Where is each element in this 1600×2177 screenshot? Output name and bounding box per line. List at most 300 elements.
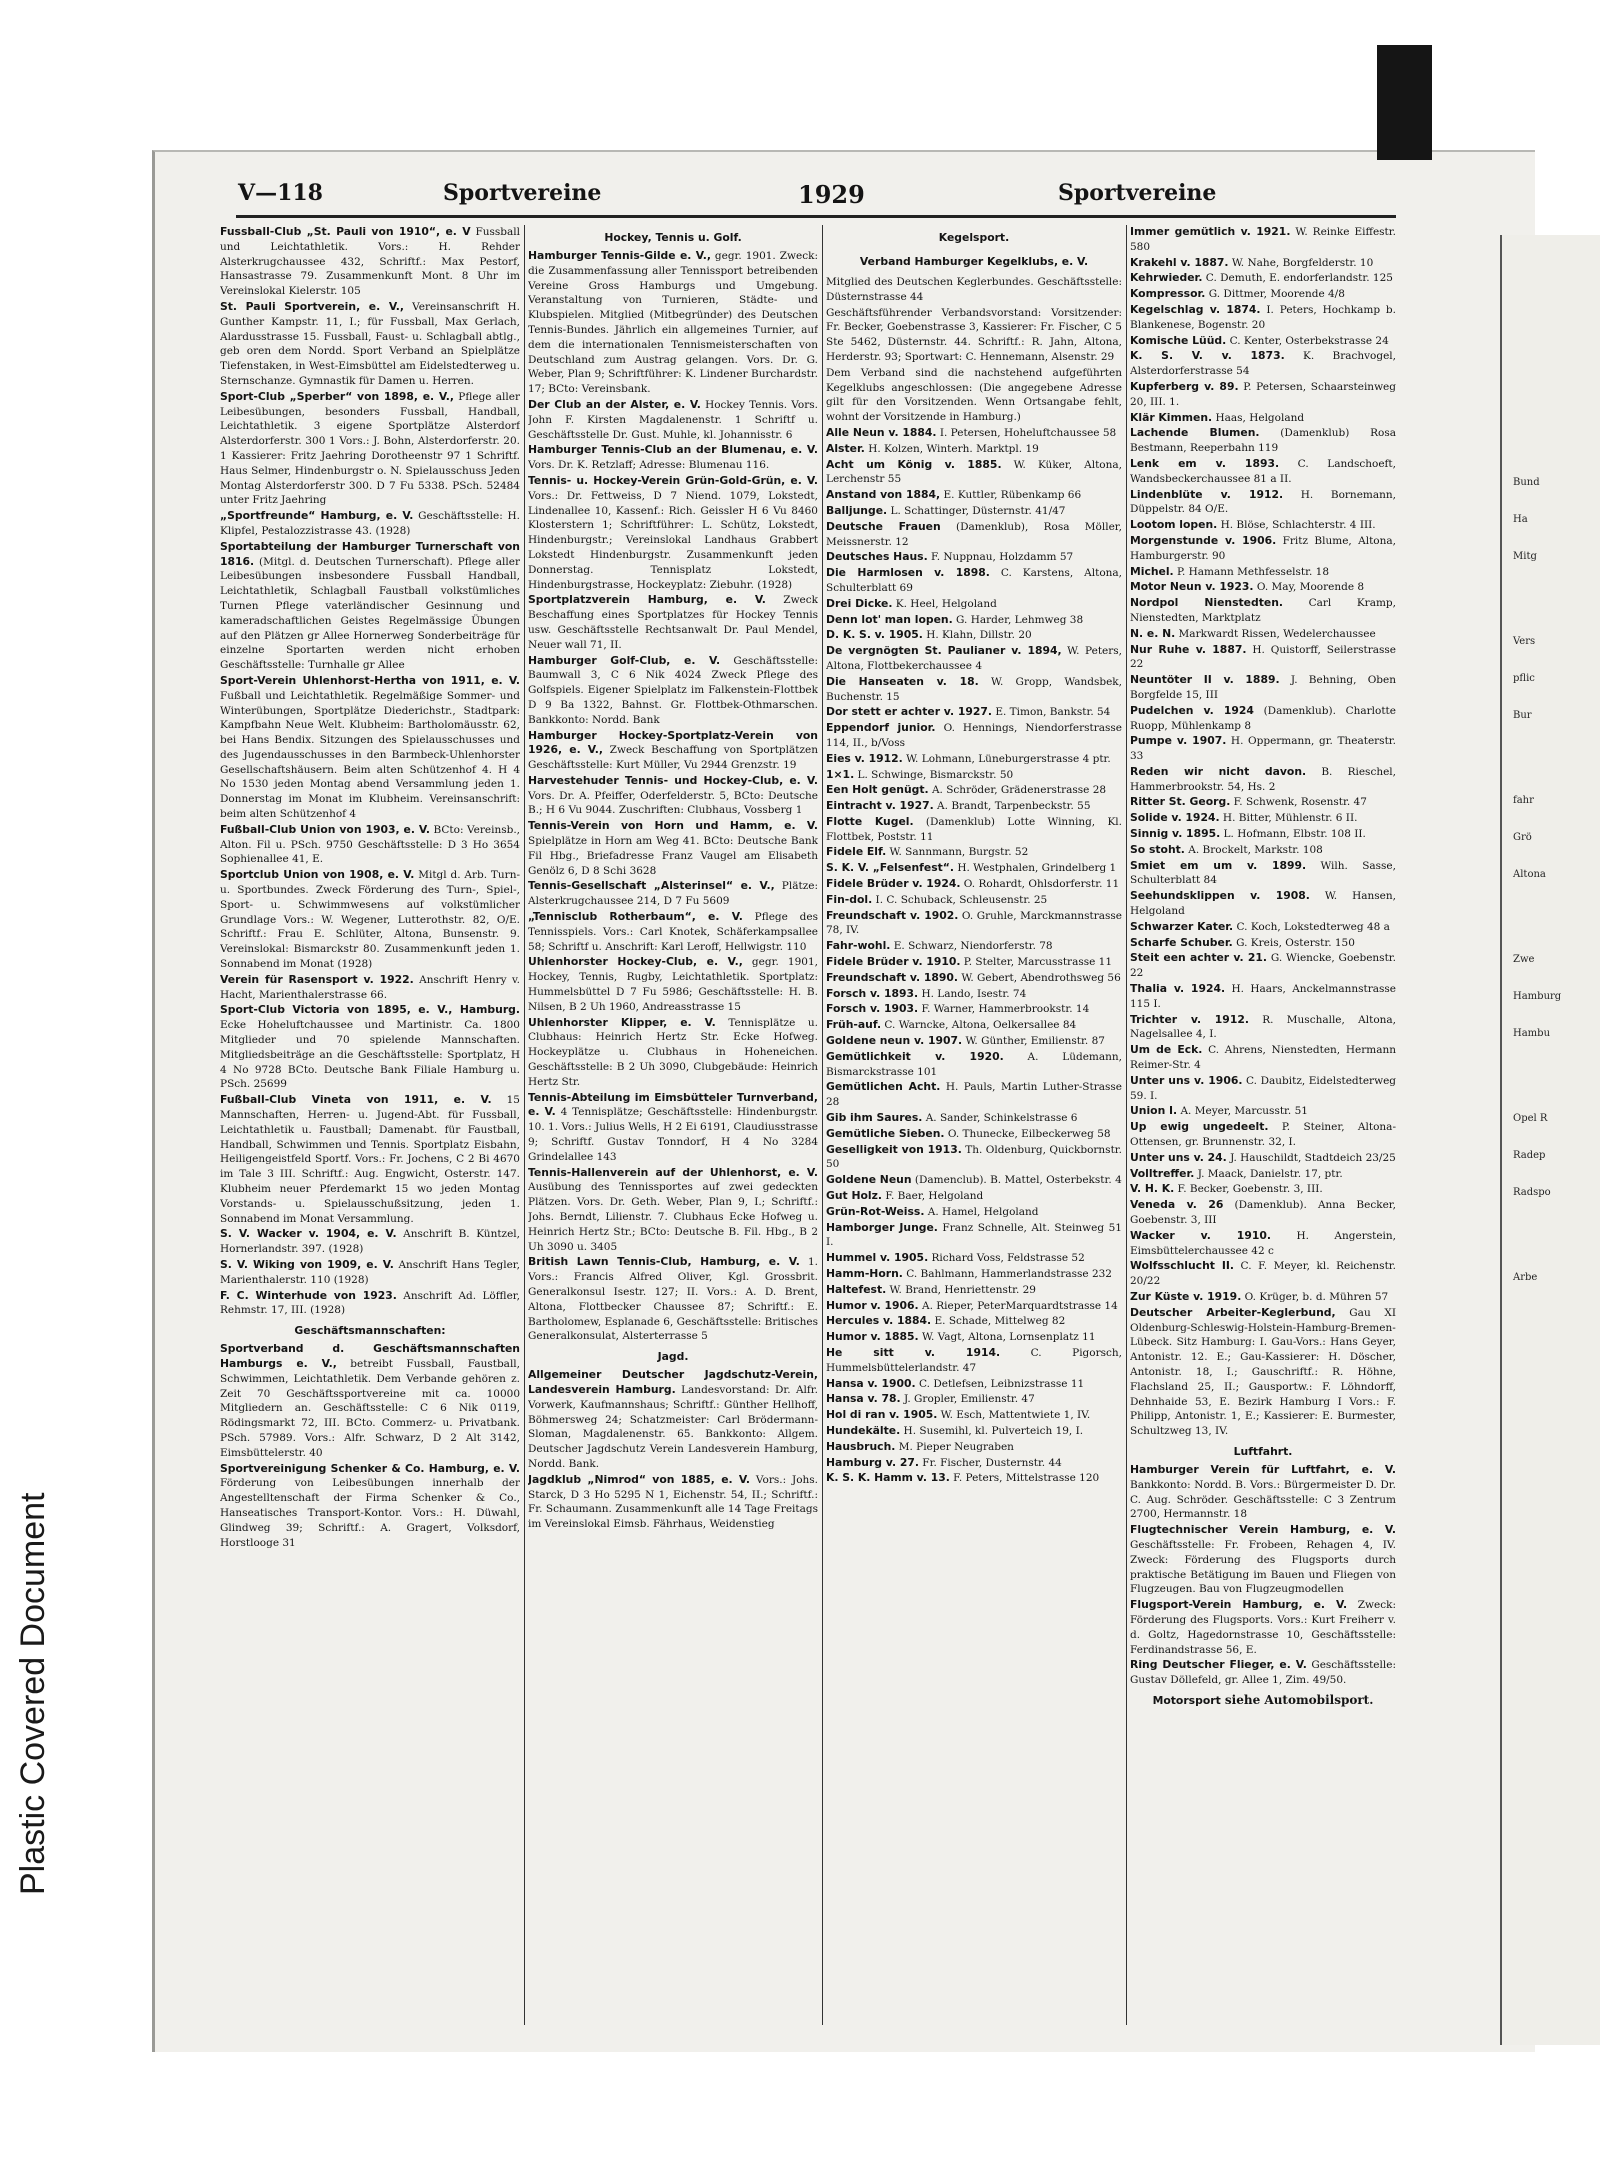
directory-entry [826, 550, 1122, 565]
directory-entry [1130, 1306, 1396, 1439]
entry-name: Die Harmlosen v. 1898. [826, 566, 990, 580]
directory-entry [1130, 889, 1396, 919]
entry-name: Hamburger Hockey-Sportplatz-Verein von 1926, e. V., [528, 728, 818, 757]
directory-entry [1130, 488, 1396, 518]
entry-text: H. Lando, Isestr. 74 [918, 987, 1027, 1000]
directory-entry [826, 799, 1122, 814]
entry-text: W. Küker, Altona, Lerchenstr 55 [826, 458, 1122, 486]
directory-entry [826, 877, 1122, 892]
directory-entry [826, 705, 1122, 720]
entry-name: Kehrwieder. [1130, 271, 1203, 285]
entry-name: Tennis-Verein von Horn und Hamm, e. V. [528, 819, 818, 833]
directory-entry [826, 1456, 1122, 1471]
directory-entry [826, 442, 1122, 457]
entry-text: C. Detlefsen, Leibnizstrasse 11 [915, 1377, 1085, 1390]
directory-entry [1130, 920, 1396, 935]
entry-name: K. S. K. Hamm v. 13. [826, 1471, 950, 1485]
entry-name: Fahr-wohl. [826, 939, 891, 953]
entry-name: Smiet em um v. 1899. [1130, 858, 1307, 872]
entry-name: Gut Holz. [826, 1189, 883, 1203]
entry-name: Fidele Brüder v. 1924. [826, 877, 961, 891]
entry-name: Um de Eck. [1130, 1043, 1203, 1057]
entry-name: Freundschaft v. 1890. [826, 970, 959, 984]
directory-entry [826, 752, 1122, 767]
entry-text: Dem Verband sind die nachstehend aufgeführten Kegelklubs angeschlossen: (Die angegebene Adresse gilt für den Vorsitzenden. Wenn Ortsangabe fehlt, wohnt der Vorsitzende in Hamburg.) [826, 366, 1122, 424]
entry-text: Fritz Blume, Altona, Hamburgerstr. 90 [1130, 534, 1396, 562]
directory-entry [1130, 1151, 1396, 1166]
directory-entry [826, 426, 1122, 441]
entry-name: Reden wir nicht davon. [1130, 764, 1307, 778]
entry-text: O. Thunecke, Eilbeckerweg 58 [944, 1127, 1111, 1140]
entry-name: Hansa v. 1900. [826, 1376, 916, 1390]
entry-name: Goldene neun v. 1907. [826, 1034, 963, 1048]
entry-name: Acht um König v. 1885. [826, 457, 1002, 471]
entry-text: C. Kenter, Osterbekstrasse 24 [1226, 334, 1389, 347]
entry-text: G. Wiencke, Goebenstr. 22 [1130, 952, 1396, 980]
directory-entry [826, 1251, 1122, 1266]
entry-text: I. Peters, Hochkamp b. Blankenese, Bogenstr. 20 [1130, 303, 1396, 331]
entry-text: H. Bitter, Mühlenstr. 6 II. [1219, 812, 1358, 825]
entry-name: Sinnig v. 1895. [1130, 827, 1221, 841]
entry-text: (Damenklub). Anna Becker, Goebenstr. 3, III [1130, 1199, 1396, 1226]
strip-fragment: Mitg [1513, 551, 1537, 562]
directory-entry [1130, 1463, 1396, 1522]
entry-text: W. Peters, Altona, Flottbekerchaussee 4 [826, 645, 1122, 672]
directory-entry [528, 1016, 818, 1090]
entry-name: F. C. Winterhude von 1923. [220, 1288, 397, 1302]
entry-name: Geselligkeit von 1913. [826, 1142, 962, 1156]
entry-text: J. Maack, Danielstr. 17, ptr. [1194, 1167, 1343, 1180]
directory-entry [826, 845, 1122, 860]
directory-entry [1130, 982, 1396, 1012]
entry-text: Hockey Tennis. Vors. John F. Kirsten Magdalenenstr. 1 Schriftf u. Geschäftsstelle Dr. Gust. Muhle, kl. Johannisstr. 6 [528, 398, 818, 441]
entry-name: Ring Deutscher Flieger, e. V. [1130, 1658, 1307, 1672]
column-2 [528, 225, 818, 2025]
directory-entry [1130, 1120, 1396, 1150]
directory-entry [1130, 457, 1396, 487]
entry-text: J. Hauschildt, Stadtdeich 23/25 [1226, 1151, 1396, 1164]
entry-text: Fußball und Leichtathletik. Regelmäßige Sommer- und Winterübungen, Sportplätze Diederichstr., Stadtpark: Kampfbahn Neue Welt. Klubheim: Bartholomäusstr. 62, bei Hans Bendix. Sitzungen des Spielausschusses und des Jugendausschusses in den Barmbeck-Uhlenhorster Gesellschaftshäusern. Beim alten Schützenhof 4. H 4 No 1530 jeden Montag abend Versammlung jeden 1. Donnerstag im Monat im Klubheim. Vereinsanschrift: beim alten Schützenhof 4 [220, 689, 520, 821]
entry-name: Jagd. [657, 1350, 689, 1364]
entry-name: Trichter v. 1912. [1130, 1012, 1249, 1026]
entry-name: Anstand von 1884, [826, 488, 941, 502]
entry-name: Fußball-Club Vineta von 1911, e. V. [220, 1093, 492, 1107]
entry-name: Hamburg v. 27. [826, 1455, 919, 1469]
entry-name: Drei Dicke. [826, 596, 893, 610]
entry-text: G. Dittmer, Moorende 4/8 [1205, 288, 1345, 301]
entry-name: De vergnögten St. Paulianer v. 1894, [826, 644, 1062, 658]
strip-fragment: Arbe [1513, 1272, 1538, 1283]
directory-entry [1130, 1658, 1396, 1688]
entry-text: C. Landschoeft, Wandsbeckerchaussee 81 a II. [1130, 457, 1396, 485]
entry-name: Krakehl v. 1887. [1130, 255, 1229, 269]
entry-name: Flugtechnischer Verein Hamburg, e. V. [1130, 1523, 1396, 1537]
entry-name: S. V. Wacker v. 1904, e. V. [220, 1227, 397, 1241]
directory-entry [1130, 843, 1396, 858]
directory-entry [528, 774, 818, 818]
entry-text: L. Schattinger, Düsternstr. 41/47 [887, 504, 1066, 517]
entry-text: Förderung von Leibesübungen innerhalb der Angestelltenschaft der Firma Schenker & Co., Hanseatisches Transport-Kontor. Vors.: H. Düwahl, Glindweg 39; Schriftf.: A. Gragert, Volksdorf, Horstlooge 31 [220, 1477, 520, 1549]
directory-entry [220, 1462, 520, 1551]
entry-text: Mitglied des Deutschen Keglerbundes. Geschäftsstelle: Düsternstrasse 44 [826, 276, 1122, 303]
entry-text: W. Gropp, Wandsbek, Buchenstr. 15 [826, 675, 1122, 703]
directory-entry [826, 1080, 1122, 1110]
entry-text: Landesvorstand: Dr. Alfr. Vorwerk, Kaufmannshaus; Schriftf.: Günther Hellhoff, Böhmersweg 24; Schatzmeister: Carl Brödermann-Sloman, Magdalenenstr. 65. Bankkonto: Allgem. Deutscher Jagdschutz Verein Landesverein Hamburg, Nordd. Bank. [528, 1383, 818, 1470]
entry-text: H. Pauls, Martin Luther-Strasse 28 [826, 1081, 1122, 1109]
directory-entry [1130, 827, 1396, 842]
directory-entry [1130, 1523, 1396, 1597]
entry-name: Fußball-Club Union von 1903, e. V. [220, 822, 430, 836]
directory-entry [1130, 349, 1396, 379]
directory-entry [528, 1473, 818, 1532]
entry-text: E. Timon, Bankstr. 54 [991, 706, 1111, 719]
entry-name: Sport-Club Victoria von 1895, e. V., Hamburg. [220, 1003, 520, 1017]
next-page-fragments [1513, 475, 1600, 1307]
entry-name: Immer gemütlich v. 1921. [1130, 225, 1291, 238]
strip-fragment: Zwe [1513, 954, 1535, 965]
entry-text: Geschäftsstelle: Gustav Döllefeld, gr. Allee 1, Zim. 49/50. [1130, 1659, 1396, 1687]
directory-entry [220, 674, 520, 822]
entry-text: Anschrift Henry v. Hacht, Marienthalerstrasse 66. [220, 973, 520, 1001]
strip-fragment: Hambu [1513, 1028, 1551, 1039]
entry-text: siehe Automobilsport. [1220, 1692, 1374, 1707]
entry-text: M. Pieper Neugraben [895, 1440, 1014, 1453]
entry-text: Haas, Helgoland [1212, 411, 1305, 424]
directory-entry [826, 861, 1122, 876]
entry-text: C. Bahlmann, Hammerlandstrasse 232 [902, 1268, 1112, 1280]
entry-text: Zweck Beschaffung von Sportplätzen Geschäftsstelle: Kurt Müller, Vu 2944 Grenzstr. 19 [528, 744, 818, 772]
directory-entry [1130, 256, 1396, 271]
entry-name: Sportclub Union von 1908, e. V. [220, 868, 415, 882]
entry-name: Hummel v. 1905. [826, 1251, 929, 1265]
entry-text: C. Demuth, E. endorferlandstr. 125 [1202, 272, 1393, 285]
directory-entry [220, 225, 520, 299]
directory-entry [1130, 936, 1396, 951]
directory-entry [826, 1173, 1122, 1188]
entry-name: Kupferberg v. 89. [1130, 379, 1239, 393]
entry-text: P. Hamann Methfesselstr. 18 [1173, 565, 1330, 578]
entry-text: Vors. Dr. K. Retzlaff; Adresse: Blumenau 116. [528, 459, 770, 472]
directory-entry [1130, 1290, 1396, 1305]
entry-name: S. K. V. „Felsenfest“. [826, 861, 954, 875]
entry-name: Unter uns v. 1906. [1130, 1073, 1243, 1087]
entry-name: British Lawn Tennis-Club, Hamburg, e. V. [528, 1255, 800, 1269]
entry-text: Vors. Dr. A. Pfeiffer, Oderfelderstr. 5, BCto: Deutsche B.; H 6 Vu 9044. Zuschriften: Clubhaus, Vossberg 1 [528, 789, 818, 817]
entry-text: Geschäftsführender Verbandsvorstand: Vorsitzender: Fr. Becker, Goebenstrasse 3, Kassierer: Fr. Fischer, C 5 Ste 5462, Düsternstr. 44. Schriftf.: R. Jahn, Altona, Herderstr. 93; Sportwart: C. Hennemann, Alsenstr. 29 [826, 306, 1122, 363]
entry-name: Alster. [826, 441, 865, 455]
directory-entry [220, 1258, 520, 1288]
entry-name: Geschäftsmannschaften: [294, 1324, 446, 1338]
entry-text: H. Klahn, Dillstr. 20 [922, 629, 1032, 642]
entry-text: F. Schwenk, Rosenstr. 47 [1230, 796, 1367, 809]
entry-name: Pudelchen v. 1924 [1130, 703, 1254, 717]
entry-text: Vors.: Dr. Fettweiss, D 7 Niend. 1079, Lokstedt, Lindenallee 10, Kassenf.: Rich. Geissler H 6 Vu 8460 Klosterstern 1; Schriftführer: L. Schütz, Lokstedt, Hindenburgstr.; Vereinslokal Landhaus Grabbert Lokstedt Hindenburgstr. Zusammenkunft jeden Donnerstag. Tennisplatz Lokstedt, Hindenburgstrasse, Hockeyplatz: Ziebuhr. (1928) [528, 489, 818, 591]
directory-entry [220, 868, 520, 972]
directory-entry [826, 488, 1122, 503]
entry-name: Hol di ran v. 1905. [826, 1408, 938, 1422]
entry-text: H. Haars, Anckelmannstrasse 115 I. [1130, 983, 1396, 1010]
entry-name: Grün-Rot-Weiss. [826, 1204, 925, 1218]
entry-name: Luftfahrt. [1233, 1444, 1293, 1458]
entry-name: Zur Küste v. 1919. [1130, 1289, 1242, 1303]
directory-entry [826, 1346, 1122, 1376]
directory-entry [826, 1127, 1122, 1142]
directory-entry [826, 955, 1122, 970]
entry-name: Nordpol Nienstedten. [1130, 596, 1284, 610]
strip-fragment: Radspo [1513, 1187, 1551, 1198]
entry-text: K. Brachvogel, Alsterdorferstrasse 54 [1130, 350, 1396, 378]
entry-name: Lenk em v. 1893. [1130, 456, 1280, 470]
entry-name: Humor v. 1885. [826, 1330, 919, 1344]
entry-name: Sportplatzverein Hamburg, e. V. [528, 593, 766, 607]
entry-name: Kegelschlag v. 1874. [1130, 302, 1261, 316]
entry-name: Steit een achter v. 21. [1130, 951, 1267, 965]
entry-text: Franz Schnelle, Alt. Steinweg 51 I. [826, 1221, 1122, 1249]
entry-name: Hamm-Horn. [826, 1267, 903, 1280]
entry-name: St. Pauli Sportverein, e. V., [220, 299, 404, 313]
entry-text: Pflege aller Leibesübungen, besonders Fussball, Handball, Leichtathletik. 3 eigene Sportplätze Alsterdorf Alsterdorferstr. 300 1 Vors.: J. Bohn, Alsterdorferstr. 20. 1 Kassierer: Fritz Jaehring Dorotheenstr 97 1 Schriftf. Haus Selmer, Hindenburgstr o. N. Spielausschuss Jeden Montag Alsterdorferstr 300. D 7 Fu 5338. PSch. 52484 unter Fritz Jaehring [220, 390, 520, 507]
page-header [238, 180, 1388, 220]
entry-text: J. Behning, Oben Borgfelde 15, III [1130, 674, 1396, 701]
entry-name: Unter uns v. 24. [1130, 1150, 1227, 1164]
entry-text: H. Kolzen, Winterh. Marktpl. 19 [864, 442, 1039, 455]
entry-name: Sportabteilung der Hamburger Turnerschaft von 1816. [220, 539, 520, 568]
entry-name: Een Holt genügt. [826, 783, 929, 797]
entry-name: Union I. [1130, 1104, 1178, 1118]
directory-entry [1130, 1443, 1396, 1460]
entry-text: W. Hansen, Helgoland [1130, 890, 1396, 918]
directory-entry [1130, 1182, 1396, 1197]
entry-name: Kompressor. [1130, 287, 1206, 301]
entry-text: Tennisplätze u. Clubhaus: Heinrich Hertz Str. Ecke Hofweg. Hockeyplätze u. Clubhaus in Hoheneichen. Geschäftsstelle: B 2 Uh 3090, Clubgebäude: Heinrich Hertz Str. [528, 1016, 818, 1088]
entry-name: Haltefest. [826, 1282, 887, 1296]
entry-name: Gemütlichen Acht. [826, 1080, 941, 1094]
entry-name: Volltreffer. [1130, 1166, 1195, 1180]
entry-name: Uhlenhorster Hockey-Club, e. V., [528, 955, 743, 969]
entry-name: Komische Lüüd. [1130, 333, 1227, 347]
entry-name: Eies v. 1912. [826, 751, 903, 765]
directory-entry [826, 1330, 1122, 1345]
directory-entry [1130, 518, 1396, 533]
entry-name: Hamburger Verein für Luftfahrt, e. V. [1130, 1462, 1396, 1476]
entry-text: Mitgl d. Arb. Turn- u. Sportbundes. Zweck Förderung des Turn-, Spiel-, Sport- u. Schwimmwesens auf volkstümlicher Grundlage Vors.: W. Wegener, Lutterothstr. 82, O/E. Schriftf.: Frau E. Schlüter, Altona, Bunsenstr. 9. Vereinslokal: Bismarckstr 80. Zusammenkunft jeden 1. Sonnabend im Monat (1928) [220, 869, 520, 971]
directory-entry [1130, 795, 1396, 810]
directory-entry [1130, 1167, 1396, 1182]
entry-text: Ausübung des Tennissportes auf zwei gedeckten Plätzen. Vors. Dr. Geth. Weber, Plan 9, I.; Schriftf.: Johs. Berndt, Lilienstr. 7. Clubhaus Ecke Hofweg u. Heinrich Hertz Str.; BCto: Deutsche B. Fil. Hbg., B 2 Uh 3090 u. 3405 [528, 1181, 818, 1253]
entry-text: C. Pigorsch, Hummelsbüttelerlandstr. 47 [826, 1346, 1122, 1374]
entry-name: Harvestehuder Tennis- und Hockey-Club, e. V. [528, 773, 818, 787]
entry-name: Freundschaft v. 1902. [826, 908, 959, 922]
entry-text: Zweck Beschaffung eines Sportplatzes für Hockey Tennis usw. Geschäftsstelle Rechtsanwalt Dr. Paul Mendel, Neuer wall 71, II. [528, 594, 818, 651]
directory-entry [528, 819, 818, 878]
directory-entry [826, 1267, 1122, 1282]
entry-name: Eppendorf junior. [826, 721, 936, 735]
directory-entry [1130, 1692, 1396, 1709]
entry-text: Vereinsanschrift H. Gunther Kampstr. 11, I.; für Fussball, Max Gerlach, Alardusstrasse 15. Fussball, Faust- u. Schlagball abtlg., geb oren dem Nordd. Sport Verband an Spielplätze Tiefenstaken, in West-Eimsbüttel am Eidelstedterweg u. Sternschanze. Gymnastik für Damen u. Herren. [220, 300, 520, 387]
entry-text: F. Warner, Hammerbrookstr. 14 [918, 1003, 1090, 1016]
entry-name: Michel. [1130, 564, 1174, 578]
entry-text: (Damenklub). Charlotte Ruopp, Mühlenkamp 8 [1130, 704, 1396, 732]
strip-fragment: Bund [1513, 477, 1540, 488]
directory-entry [826, 366, 1122, 425]
entry-name: Veneda v. 26 [1130, 1198, 1224, 1212]
entry-name: Hercules v. 1884. [826, 1314, 932, 1328]
entry-text: O. Hennings, Niendorferstrasse 114, II., b/Voss [826, 722, 1122, 749]
directory-entry [1130, 704, 1396, 734]
directory-entry [1130, 1104, 1396, 1119]
directory-entry [528, 1368, 818, 1472]
directory-entry [1130, 287, 1396, 302]
directory-entry [528, 474, 818, 592]
entry-name: Nur Ruhe v. 1887. [1130, 642, 1247, 656]
entry-name: Eintracht v. 1927. [826, 799, 934, 813]
scan-marker-block [1377, 45, 1432, 160]
directory-entry [826, 1424, 1122, 1439]
entry-name: Deutscher Arbeiter-Keglerbund, [1130, 1305, 1336, 1319]
directory-entry [826, 1111, 1122, 1126]
entry-text: Vors.: Johs. Starck, D 3 Ho 5295 N 1, Eichenstr. 54, II.; Schriftf.: Fr. Schaumann. Zusammenkunft alle 14 Tage Freitags im Vereinslokal Eimsb. Fährhaus, Weidenstieg [528, 1473, 818, 1531]
entry-text: gegr. 1901. Zweck: die Zusammenfassung aller Tennissport betreibenden Vereine Gross Hamburgs und Umgebung. Veranstaltung von Turnieren, Städte- und Klubspielen. Mitglied (Mitbegründer) des Deutschen Tennis-Bundes. Jährlich ein allgemeines Turnier, auf dem die internationalen Tennismeisterschaften von Deutschland zum Austrag gelangen. Vors. Dr. G. Weber, Plan 9; Schriftführer: K. Lindener Burchardstr. 17; BCto: Vereinsbank. [528, 250, 818, 396]
entry-text: (Mitgl. d. Deutschen Turnerschaft). Pflege aller Leibesübungen insbesondere Fussball Handball, Leichtathletik, Schlagball Faustball volkstümliches Turnen Pflege vaterländischer Gesinnung und kameradschaftlichen Geistes Regelmässige Übungen auf den Plätzen gr Allee Hornerweg Sonderbeiträge für einzelne Sportarten werden nicht erhoben Geschäftsstelle: Turnhalle gr Allee [220, 555, 520, 672]
entry-name: Fussball-Club „St. Pauli von 1910“, e. V [220, 225, 471, 238]
entry-name: Humor v. 1906. [826, 1298, 919, 1312]
directory-entry [1130, 627, 1396, 642]
directory-entry [1130, 1598, 1396, 1657]
entry-text: 4 Tennisplätze; Geschäftsstelle: Hindenburgstr. 10. 1. Vors.: Julius Wells, H 2 Ei 6191, Claudiusstrasse 9; Schriftf. Gustav Tonndorf, H 4 No 3284 Grindelallee 143 [528, 1106, 818, 1163]
directory-entry [1130, 643, 1396, 673]
directory-entry [826, 768, 1122, 783]
entry-text: I. Petersen, Hoheluftchaussee 58 [936, 426, 1117, 439]
entry-name: Hamborger Junge. [826, 1220, 938, 1234]
entry-text: 1. Vors.: Francis Alfred Oliver, Kgl. Grossbrit. Generalkonsul Isestr. 127; II. Vors.: A. D. Brent, Altona, Flottbecker Chaussee 87; Schriftf.: E. Bartholomew, Esplanade 6, Geschäftsstelle: Britisches Generalkonsulat, Alsterterrasse 5 [528, 1256, 818, 1343]
entry-text: (Damenklub) Lotte Winning, Kl. Flottbek, Poststr. 11 [826, 815, 1122, 843]
directory-entry [826, 628, 1122, 643]
directory-entry [220, 300, 520, 389]
directory-entry [826, 306, 1122, 365]
directory-entry [826, 1034, 1122, 1049]
entry-name: So stoht. [1130, 842, 1185, 856]
entry-text: G. Kreis, Osterstr. 150 [1232, 936, 1355, 949]
entry-text: O. Gruhle, Marckmannstrasse 78, IV. [826, 909, 1122, 937]
directory-entry [528, 654, 818, 728]
entry-text: Pflege des Tennisspiels. Vors.: Carl Knotek, Schäferkampsallee 58; Schriftf u. Anschrift: Karl Leroff, Hellwigstr. 110 [528, 911, 818, 953]
entry-name: Die Hanseaten v. 18. [826, 674, 979, 688]
directory-entry [826, 1002, 1122, 1017]
entry-text: Fr. Fischer, Dusternstr. 44 [918, 1456, 1062, 1469]
entry-text: A. Meyer, Marcusstr. 51 [1177, 1105, 1308, 1118]
directory-entry [826, 229, 1122, 246]
entry-name: Hansa v. 78. [826, 1392, 901, 1406]
entry-text: H. Bornemann, Düppelstr. 84 O/E. [1130, 488, 1396, 516]
entry-text: O. Rohardt, Ohlsdorferstr. 11 [960, 878, 1120, 891]
entry-text: R. Muschalle, Altona, Nagelsallee 4, I. [1130, 1013, 1396, 1041]
directory-entry [528, 249, 818, 397]
directory-entry [1130, 271, 1396, 286]
directory-entry [220, 509, 520, 539]
directory-entry [826, 971, 1122, 986]
entry-name: Hundekälte. [826, 1423, 901, 1437]
entry-name: Lootom lopen. [1130, 518, 1218, 532]
entry-text: A. Lüdemann, Bismarckstrasse 101 [826, 1050, 1122, 1078]
directory-entry [528, 1348, 818, 1365]
entry-text: H. Westphalen, Grindelberg 1 [954, 862, 1117, 875]
entry-text: A. Schröder, Grädenerstrasse 28 [928, 784, 1107, 797]
entry-name: Ritter St. Georg. [1130, 795, 1231, 809]
entry-name: K. S. V. v. 1873. [1130, 349, 1285, 363]
entry-text: A. Brandt, Tarpenbeckstr. 55 [933, 800, 1091, 813]
entry-text: 15 Mannschaften, Herren- u. Jugend-Abt. für Fussball, Leichtathletik u. Faustball; Damenabt. für Faustball, Handball, Schwimmen und Tennis. Sportplatz Eisbahn, Heiligengeistfeld Sportf. Vors.: Fr. Jochens, C 2 Bi 4670 im Tale 3 III. Schriftf.: Aug. Engwicht, Osterstr. 147. Klubheim neuer Pferdemarkt 15 wo jeden Montag Vorstands- u. Spielausschußsitzung, jeden 1. Sonnabend im Monat Versammlung. [220, 1094, 520, 1225]
entry-name: Allgemeiner Deutscher Jagdschutz-Verein, Landesverein Hamburg. [528, 1368, 818, 1396]
column-divider [524, 225, 525, 2025]
entry-name: Balljunge. [826, 503, 888, 517]
strip-fragment: Radep [1513, 1150, 1546, 1161]
directory-entry [528, 593, 818, 652]
entry-text: B. Rieschel, Hammerbrookstr. 54, Hs. 2 [1130, 765, 1396, 793]
directory-entry [826, 1189, 1122, 1204]
strip-fragment: Altona [1513, 869, 1546, 880]
directory-entry [1130, 411, 1396, 426]
entry-text: F. Nuppnau, Holzdamm 57 [927, 551, 1074, 564]
directory-entry [826, 1283, 1122, 1298]
directory-entry [528, 910, 818, 954]
entry-text: (Damenklub) Rosa Bestmann, Reeperbahn 119 [1130, 427, 1396, 455]
entry-text: J. Gropler, Emilienstr. 47 [900, 1393, 1035, 1406]
entry-text: A. Rieper, PeterMarquardtstrasse 14 [918, 1299, 1118, 1312]
entry-name: N. e. N. [1130, 626, 1176, 640]
entry-name: Forsch v. 1893. [826, 986, 919, 1000]
directory-entry [826, 675, 1122, 705]
directory-entry [1130, 534, 1396, 564]
directory-entry [826, 597, 1122, 612]
entry-text: O. Krüger, b. d. Mühren 57 [1241, 1290, 1389, 1303]
entry-name: Gemütlichkeit v. 1920. [826, 1049, 1004, 1063]
directory-entry [528, 398, 818, 442]
entry-name: Solide v. 1924. [1130, 811, 1220, 825]
entry-text: H. Oppermann, gr. Theaterstr. 33 [1130, 735, 1396, 763]
column-1 [220, 225, 520, 2025]
directory-entry [1130, 673, 1396, 703]
entry-name: Hausbruch. [826, 1439, 896, 1453]
entry-text: C. Ahrens, Nienstedten, Hermann Reimer-Str. 4 [1130, 1044, 1396, 1072]
directory-entry [826, 1314, 1122, 1329]
directory-entry [528, 729, 818, 773]
entry-text: L. Schwinge, Bismarckstr. 50 [854, 768, 1014, 781]
entry-text: C. Karstens, Altona, Schulterblatt 69 [826, 567, 1122, 594]
entry-name: Flugsport-Verein Hamburg, e. V. [1130, 1598, 1348, 1612]
entry-text: H. Blöse, Schlachterstr. 4 III. [1217, 519, 1376, 532]
strip-fragment: Bur [1513, 710, 1532, 721]
entry-name: Hamburger Tennis-Club an der Blumenau, e. V. [528, 443, 818, 457]
directory-entry [826, 1143, 1122, 1173]
directory-entry [1130, 426, 1396, 456]
entry-text: Fussball und Leichtathletik. Vors.: H. Rehder Alsterkrugchaussee 432, Schriftf.: Max Pestorf, Hansastrasse 79. Zusammenkunft Mont. 8 Uhr im Vereinslokal Kielerstr. 105 [220, 226, 520, 298]
entry-name: Tennis- u. Hockey-Verein Grün-Gold-Grün, e. V. [528, 473, 818, 487]
plastic-covered-label [0, 1150, 98, 1910]
entry-name: Wolfsschlucht II. [1130, 1259, 1235, 1273]
entry-text: Geschäftsstelle: Fr. Frobeen, Rehagen 4, IV. Zweck: Förderung des Flugsports durch praktische Betätigung im Bauen und Fliegen von Flugzeugen. Bau von Flugzeugmodellen [1130, 1538, 1396, 1596]
entry-text: W. Sannmann, Burgstr. 52 [886, 846, 1029, 859]
strip-fragment: fahr [1513, 795, 1534, 806]
column-divider [822, 225, 823, 2025]
entry-name: Sport-Club „Sperber“ von 1898, e. V., [220, 389, 455, 403]
entry-name: Tennis-Hallenverein auf der Uhlenhorst, e. V. [528, 1165, 818, 1179]
directory-entry [826, 893, 1122, 908]
entry-text: Anschrift Ad. Löffler, Rehmstr. 17, III. (1928) [220, 1289, 520, 1317]
entry-text: C. F. Meyer, kl. Reichenstr. 20/22 [1130, 1260, 1396, 1288]
directory-entry [1130, 225, 1396, 255]
entry-text: C. Warncke, Altona, Oelkersallee 84 [881, 1019, 1077, 1032]
directory-entry [1130, 596, 1396, 626]
